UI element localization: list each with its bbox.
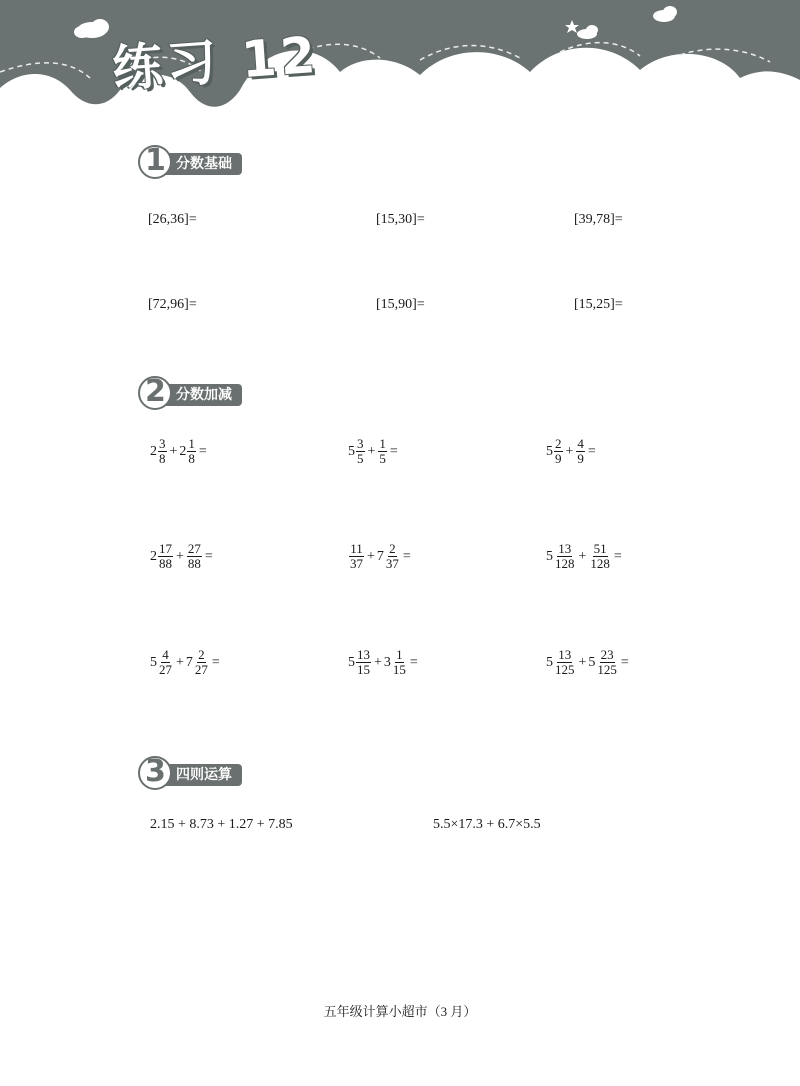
denominator: 128 [590,556,610,571]
whole-number: 2 [150,548,157,564]
plus-sign: + [374,654,382,670]
equals-sign: = [198,443,207,459]
equals-sign: = [211,654,220,670]
whole-number: 5 [546,548,553,564]
equals-sign: = [409,654,418,670]
denominator: 8 [159,451,166,466]
fraction [187,437,196,466]
fraction [356,648,371,677]
fraction [194,648,209,677]
denominator: 9 [555,451,562,466]
plus-sign: + [565,443,574,459]
equals-sign: = [204,548,213,564]
numerator: 2 [198,647,205,662]
plus-sign: + [578,654,587,670]
fraction-problem [150,542,215,571]
numerator: 1 [396,647,403,662]
numerator: 2 [389,541,396,556]
denominator: 15 [392,662,406,677]
fraction-problem [348,648,420,677]
plus-sign: + [367,548,375,564]
fraction [596,648,618,677]
numerator: 13 [357,647,370,662]
fraction-problem [348,542,413,571]
fraction [158,542,173,571]
denominator: 37 [350,556,363,571]
denominator: 15 [357,662,370,677]
plus-sign: + [578,548,587,564]
section-3-label: 四则运算 [158,764,242,786]
fraction [554,437,563,466]
equals-sign: = [587,443,596,459]
whole-number: 5 [546,654,553,670]
fraction [554,542,576,571]
denominator: 125 [597,662,617,677]
plus-sign: + [367,443,376,459]
fraction [356,437,365,466]
whole-number: 5 [348,654,355,670]
denominator: 8 [188,451,195,466]
fraction [589,542,611,571]
numerator: 17 [159,541,172,556]
lcm-problem: [26,36]= [148,212,197,227]
lcm-problem: [72,96]= [148,297,197,312]
page-title: 练习 12 [110,25,322,99]
whole-number: 7 [185,654,193,670]
equals-sign: = [402,548,411,564]
lcm-problem: [15,90]= [376,297,425,312]
page-footer: 五年级计算小超市（3 月） [323,1004,477,1019]
fraction [158,648,173,677]
denominator: 9 [577,451,584,466]
denominator: 128 [555,556,575,571]
fraction [378,437,387,466]
numerator: 13 [558,647,572,662]
lcm-problem: [15,30]= [376,212,425,227]
numerator: 27 [187,541,201,556]
fraction [187,542,202,571]
numerator: 11 [350,541,363,556]
arithmetic-problem: 5.5×17.3 + 6.7×5.5 [433,817,541,832]
numerator: 1 [379,436,386,451]
section-1-number: 1 [145,143,166,178]
whole-number: 5 [348,443,355,459]
numerator: 23 [600,647,614,662]
numerator: 1 [188,436,195,451]
denominator: 27 [194,662,208,677]
fraction-problem [348,437,400,466]
fraction [576,437,585,466]
numerator: 4 [577,436,584,451]
fraction [392,648,407,677]
whole-number: 3 [383,654,391,670]
whole-number: 2 [150,443,157,459]
whole-number: 7 [376,548,384,564]
whole-number: 5 [150,654,157,670]
fraction [385,542,400,571]
equals-sign: = [620,654,629,670]
denominator: 37 [385,556,399,571]
fraction-problem [150,437,209,466]
numerator: 3 [159,436,166,451]
denominator: 5 [357,451,364,466]
fraction [158,437,167,466]
fraction-problem [546,437,598,466]
equals-sign: = [613,548,622,564]
arithmetic-problem: 2.15 + 8.73 + 1.27 + 7.85 [150,817,293,832]
plus-sign: + [176,654,184,670]
fraction-problem [546,648,631,677]
denominator: 27 [159,662,172,677]
whole-number: 5 [546,443,553,459]
numerator: 3 [357,436,364,451]
whole-number: 2 [179,443,187,459]
denominator: 88 [159,556,172,571]
numerator: 51 [593,541,607,556]
fraction [554,648,576,677]
fraction-problem [150,648,222,677]
numerator: 13 [558,541,572,556]
section-1-label: 分数基础 [158,153,242,175]
denominator: 125 [555,662,575,677]
numerator: 4 [162,647,169,662]
lcm-problem: [15,25]= [574,297,623,312]
denominator: 88 [187,556,201,571]
whole-number: 5 [588,654,596,670]
plus-sign: + [169,443,178,459]
lcm-problem: [39,78]= [574,212,623,227]
section-2-number: 2 [145,374,166,409]
plus-sign: + [176,548,184,564]
numerator: 2 [555,436,562,451]
denominator: 5 [379,451,386,466]
equals-sign: = [389,443,398,459]
fraction [349,542,364,571]
section-3-number: 3 [145,754,166,789]
section-2-label: 分数加减 [158,384,242,406]
fraction-problem [546,542,624,571]
